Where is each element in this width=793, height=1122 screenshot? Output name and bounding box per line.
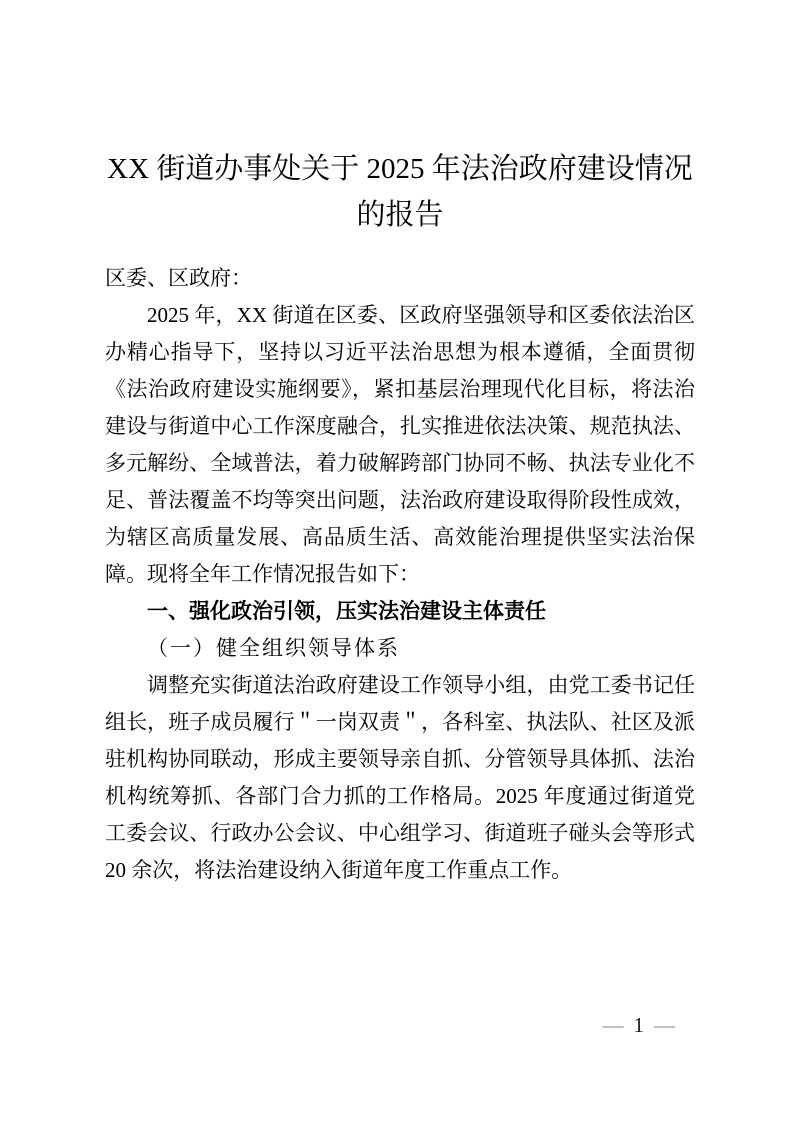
subsection-heading-1-1: （一）健全组织领导体系 — [147, 636, 400, 660]
page-number-dash-left: — — [602, 1013, 624, 1037]
page-number-dash-right: — — [654, 1013, 675, 1037]
salutation: 区委、区政府： — [105, 266, 252, 290]
section-heading-1: 一、强化政治引领，压实法治建设主体责任 — [147, 600, 546, 623]
page-number-value: 1 — [633, 1013, 644, 1037]
document-title: XX 街道办事处关于 2025 年法治政府建设情况的报告 — [107, 153, 693, 231]
body-paragraph: 调整充实街道法治政府建设工作领导小组，由党工委书记任组长，班子成员履行＂一岗双责＂，各科室、执法队、社区及派驻机构协同联动，形成主要领导亲自抓、分管领导具体抓、法治机构统筹抓、各部门合力抓的工作格局。2025 年度通过街道党工委会议、行政办公会议、中心组学习、街道班子碰头会等形式 20 余次，将法治建设纳入街道年度工作重点工作。 — [105, 673, 695, 882]
intro-paragraph: 2025 年，XX 街道在区委、区政府坚强领导和区委依法治区办精心指导下，坚持以习近平法治思想为根本遵循，全面贯彻《法治政府建设实施纲要》，紧扣基层治理现代化目标，将法治建设与街道中心工作深度融合，扎实推进依法决策、规范执法、多元解纷、全域普法，着力破解跨部门协同不畅、执法专业化不足、普法覆盖不均等突出问题，法治政府建设取得阶段性成效，为辖区高质量发展、高品质生活、高效能治理提供坚实法治保障。现将全年工作情况报告如下： — [105, 303, 695, 586]
document-content — [105, 146, 695, 889]
page-number — [603, 1012, 676, 1038]
